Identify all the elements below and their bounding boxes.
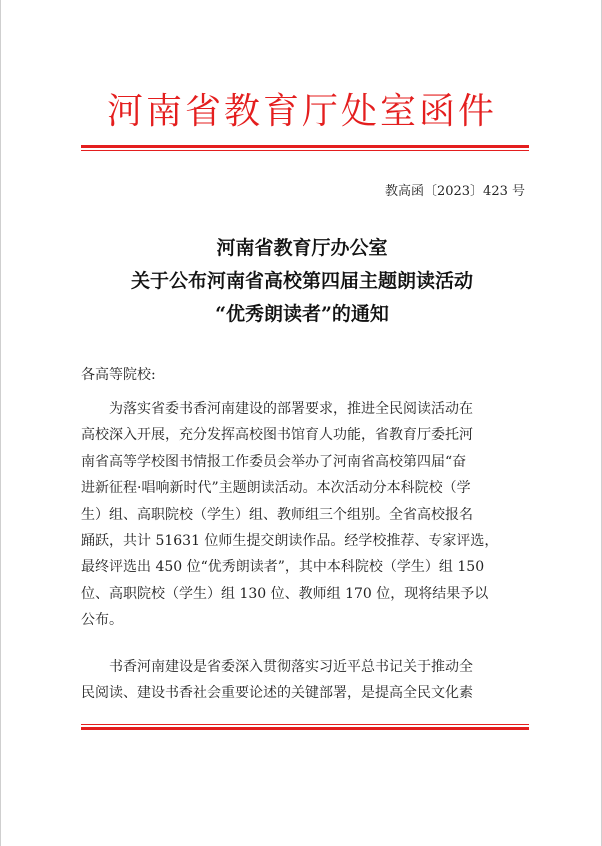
paragraph-line: 南省高等学校图书情报工作委员会举办了河南省高校第四届“奋: [81, 453, 467, 470]
document-number: 教高函〔2023〕423 号: [384, 184, 525, 199]
paragraph-line: 位、高职院校（学生）组 130 位、教师组 170 位，现将结果予以: [81, 585, 489, 602]
letterhead-title: 河南省教育厅处室函件: [106, 91, 497, 132]
paragraph-line: 踊跃，共计 51631 位师生提交朗读作品。经学校推荐、专家评选，: [81, 533, 499, 550]
paragraph-line: 生）组、高职院校（学生）组、教师组三个组别。全省高校报名: [81, 506, 473, 523]
salutation: 各高等院校:: [81, 367, 156, 383]
document-title: [1, 232, 602, 331]
title-line-3: “优秀朗读者”的通知: [215, 303, 389, 325]
title-line-2: 关于公布河南省高校第四届主题朗读活动: [130, 270, 473, 292]
paragraph-line: 公布。: [81, 612, 123, 629]
paragraph-line: 民阅读、建设书香社会重要论述的关键部署，是提高全民文化素: [81, 685, 473, 702]
footer-rule-thick: [81, 727, 529, 730]
body-paragraph-2: [81, 654, 531, 707]
paragraph-line: 书香河南建设是省委深入贯彻落实习近平总书记关于推动全: [81, 659, 473, 675]
paragraph-line: 进新征程·唱响新时代”主题朗读活动。本次活动分本科院校（学: [81, 480, 471, 497]
paragraph-line: 高校深入开展，充分发挥高校图书馆育人功能，省教育厅委托河: [81, 427, 473, 444]
paragraph-line: 为落实省委书香河南建设的部署要求，推进全民阅读活动在: [81, 401, 473, 417]
footer-rule-thin: [81, 724, 529, 725]
body-paragraph-1: [81, 396, 531, 634]
letterhead-rule-thin: [81, 150, 529, 151]
title-line-1: 河南省教育厅办公室: [216, 237, 388, 259]
paragraph-line: 最终评选出 450 位“优秀朗读者”，其中本科院校（学生）组 150: [81, 559, 485, 576]
letterhead-rule-thick: [81, 145, 529, 148]
